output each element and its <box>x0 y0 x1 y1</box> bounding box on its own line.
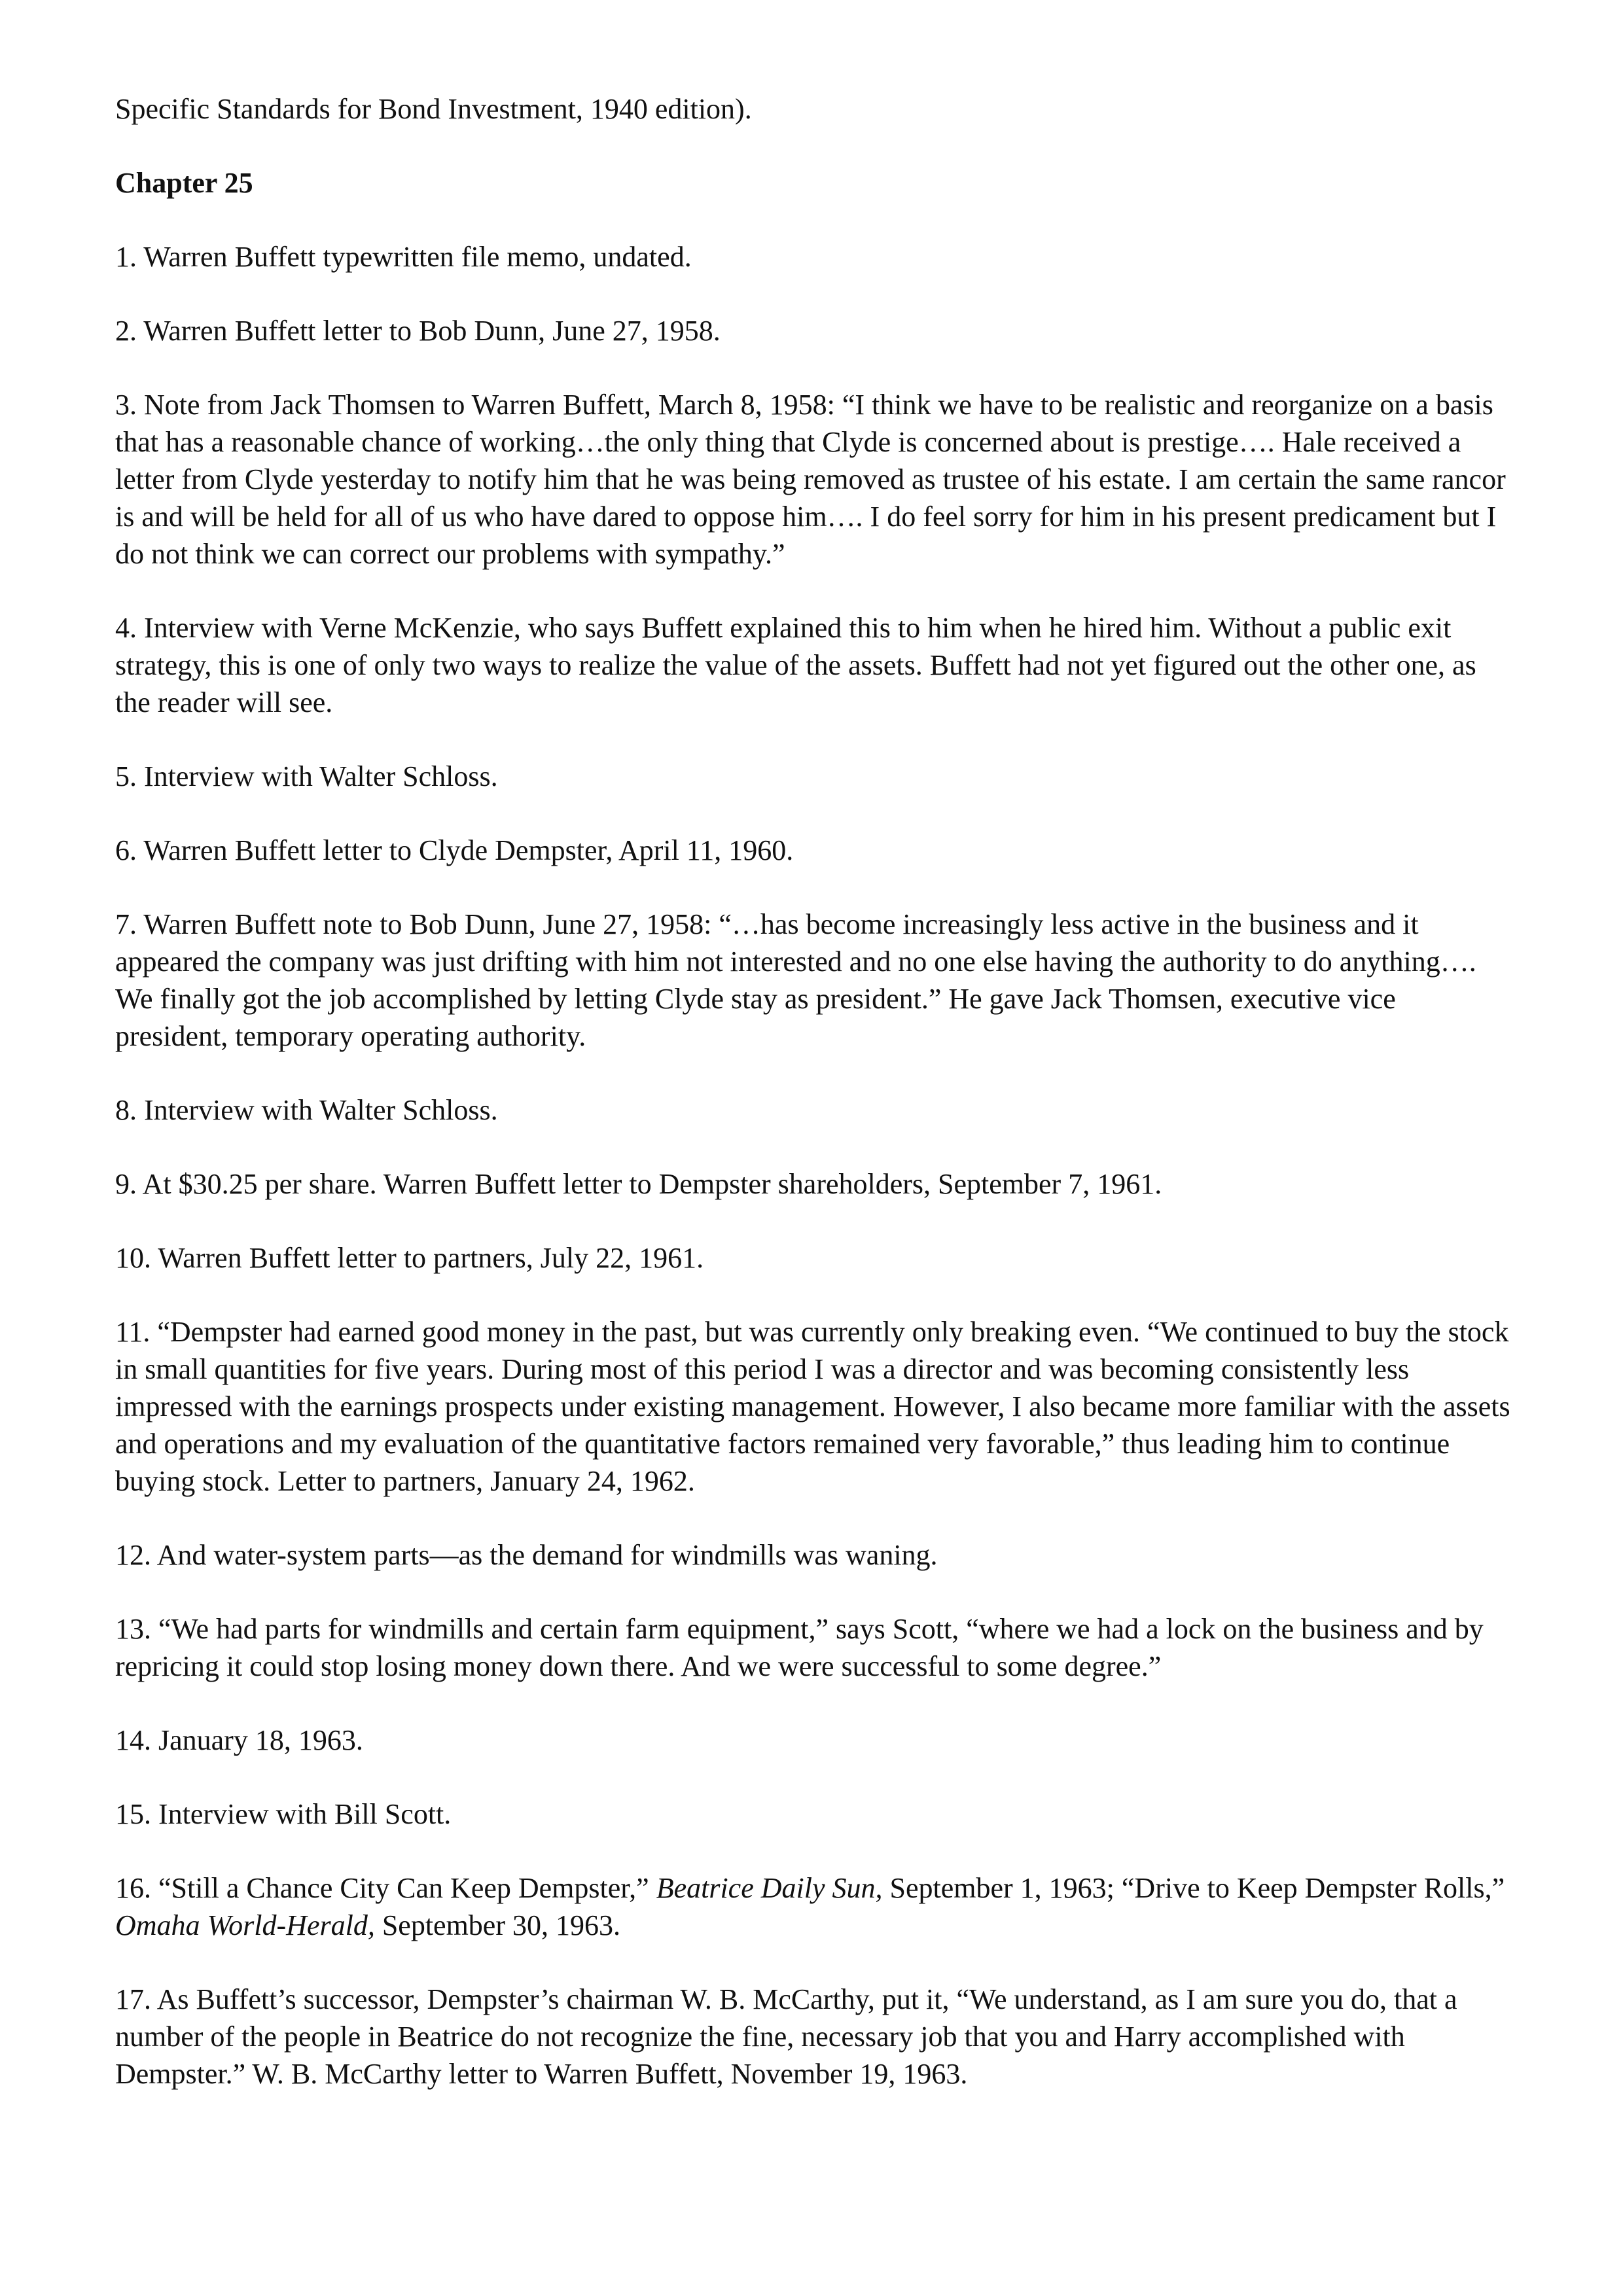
continuation-text: Specific Standards for Bond Investment, 1940 edition). <box>115 93 752 125</box>
endnote-16-part1: 16. “Still a Chance City Can Keep Dempster,” <box>115 1872 656 1904</box>
endnote-10: 10. Warren Buffett letter to partners, July 22, 1961. <box>115 1242 704 1274</box>
endnote-15: 15. Interview with Bill Scott. <box>115 1798 452 1830</box>
endnote-9: 9. At $30.25 per share. Warren Buffett letter to Dempster shareholders, September 7, 1961. <box>115 1168 1162 1200</box>
endnote-6: 6. Warren Buffett letter to Clyde Dempster, April 11, 1960. <box>115 834 794 866</box>
endnote-2: 2. Warren Buffett letter to Bob Dunn, June 27, 1958. <box>115 315 721 347</box>
endnote-4: 4. Interview with Verne McKenzie, who says Buffett explained this to him when he hired him. Without a public exit strategy, this is one of only two ways to realize the value of the assets. Buffett had not yet figured out the other one, as the reader will see. <box>115 612 1476 718</box>
endnote-16-publication-1: Beatrice Daily Sun, <box>656 1872 883 1904</box>
document-page <box>115 90 1516 2129</box>
endnote-14: 14. January 18, 1963. <box>115 1724 363 1756</box>
endnote-3: 3. Note from Jack Thomsen to Warren Buffett, March 8, 1958: “I think we have to be realistic and reorganize on a basis that has a reasonable chance of working…the only thing that Clyde is concerned about is prestige…. Hale received a letter from Clyde yesterday to notify him that he was being removed as trustee of his estate. I am certain the same rancor is and will be held for all of us who have dared to oppose him…. I do feel sorry for him in his present predicament but I do not think we can correct our problems with sympathy.” <box>115 389 1506 570</box>
chapter-heading: Chapter 25 <box>115 167 253 199</box>
endnote-8: 8. Interview with Walter Schloss. <box>115 1094 498 1126</box>
endnote-13: 13. “We had parts for windmills and certain farm equipment,” says Scott, “where we had a lock on the business and by repricing it could stop losing money down there. And we were successful to some degree.” <box>115 1613 1484 1682</box>
endnote-16-part2: September 1, 1963; “Drive to Keep Dempster Rolls,” <box>882 1872 1505 1904</box>
endnote-1: 1. Warren Buffett typewritten file memo, undated. <box>115 241 692 273</box>
endnote-16-part3: September 30, 1963. <box>374 1909 620 1941</box>
endnote-7: 7. Warren Buffett note to Bob Dunn, June 27, 1958: “…has become increasingly less active in the business and it appeared the company was just drifting with him not interested and no one else having the authority to do anything…. We finally got the job accomplished by letting Clyde stay as president.” He gave Jack Thomsen, executive vice president, temporary operating authority. <box>115 908 1476 1052</box>
endnote-16 <box>115 1869 1516 1944</box>
endnote-16-publication-2: Omaha World-Herald, <box>115 1909 375 1941</box>
endnotes-list <box>115 238 1516 2093</box>
endnote-5: 5. Interview with Walter Schloss. <box>115 760 498 792</box>
endnote-17: 17. As Buffett’s successor, Dempster’s chairman W. B. McCarthy, put it, “We understand, as I am sure you do, that a number of the people in Beatrice do not recognize the fine, necessary job that you and Harry accomplished with Dempster.” W. B. McCarthy letter to Warren Buffett, November 19, 1963. <box>115 1983 1457 2090</box>
endnote-12: 12. And water-system parts—as the demand for windmills was waning. <box>115 1539 938 1571</box>
endnote-11: 11. “Dempster had earned good money in the past, but was currently only breaking even. “We continued to buy the stock in small quantities for five years. During most of this period I was a director and was becoming consistently less impressed with the earnings prospects under existing management. However, I also became more familiar with the assets and operations and my evaluation of the quantitative factors remained very favorable,” thus leading him to continue buying stock. Letter to partners, January 24, 1962. <box>115 1316 1510 1497</box>
